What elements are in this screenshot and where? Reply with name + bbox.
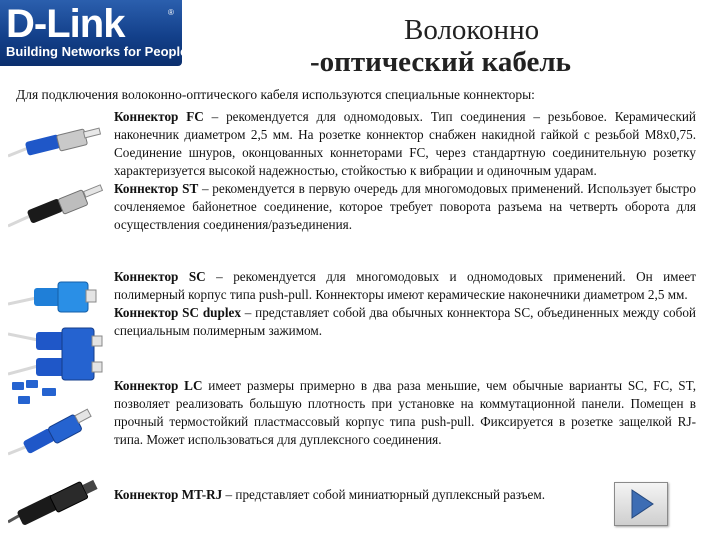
fc-connector-image [8, 118, 108, 166]
dlink-logo [0, 0, 188, 66]
sc-text: – рекомендуется для многомодовых и одномодовых применений. Он имеет полимерный корпус типа push-pull. Коннекторы имеют керамические наконечники диаметром 2,5 мм. [114, 269, 696, 302]
st-connector-image [8, 176, 108, 232]
mtrj-name: Коннектор MT-RJ [114, 487, 223, 502]
slide-title-line1: Волоконно [404, 14, 540, 46]
slide-title-line2: -оптический кабель [310, 46, 572, 78]
logo-brand: D-Link [6, 2, 125, 46]
logo-registered-mark: ® [168, 8, 174, 17]
st-name: Коннектор ST [114, 181, 199, 196]
sc-duplex-name: Коннектор SC duplex [114, 305, 241, 320]
intro-text: Для подключения волоконно-оптического кабеля используются специальные коннекторы: [16, 87, 535, 102]
logo-tagline: Building Networks for People [6, 44, 188, 59]
next-slide-button[interactable] [614, 482, 668, 526]
sc-name: Коннектор SC [114, 269, 206, 284]
lc-paragraph [114, 377, 696, 449]
sc-connector-image [8, 264, 108, 324]
st-paragraph [114, 180, 696, 234]
play-arrow-icon [615, 483, 667, 525]
slide-header [0, 0, 720, 80]
lc-connector-image [8, 404, 108, 460]
mtrj-text: – представляет собой миниатюрный дуплексный разъем. [222, 487, 546, 502]
mtrj-connector-image [8, 478, 108, 528]
fc-name: Коннектор FC [114, 109, 204, 124]
fc-paragraph [114, 108, 696, 180]
lc-name: Коннектор LC [114, 378, 203, 393]
mtrj-paragraph [114, 486, 614, 504]
mtrj-description [114, 486, 614, 504]
fc-st-description [114, 108, 696, 234]
sc-duplex-paragraph [114, 304, 696, 340]
fc-text: – рекомендуется для одномодовых. Тип соединения – резьбовое. Керамический наконечник диаметром 2,5 мм. На розетке коннектор снабжен накидной гайкой с резьбой М8х0,75. Соединение шнуров, оконцованных коннеторами FC, через стандартную соединительную розетку характеризуется высокой надежностью, стойкостью к вибрации и одиночным ударам. [114, 109, 696, 178]
sc-description [114, 268, 696, 340]
st-text: – рекомендуется в первую очередь для многомодовых применений. Использует быстро сочленяемое байонетное соединение, которое требует поворота разъема на четверть оборота для осуществления соединения/разъединения. [114, 181, 696, 232]
lc-text: имеет размеры примерно в два раза меньшие, чем обычные варианты SC, FC, ST, позволяет реализовать большую плотность при установке на коммутационной панели. Помещен в прочный термостойкий пластмассовый корпус типа push-pull. Фиксируется в розетке защелкой RJ-типа. Может использоваться для дуплексного соединения. [114, 378, 696, 447]
lc-description [114, 377, 696, 449]
sc-paragraph [114, 268, 696, 304]
sc-duplex-text: – представляет собой два обычных коннектора SC, объединенных между собой специальным полимерным зажимом. [114, 305, 696, 338]
